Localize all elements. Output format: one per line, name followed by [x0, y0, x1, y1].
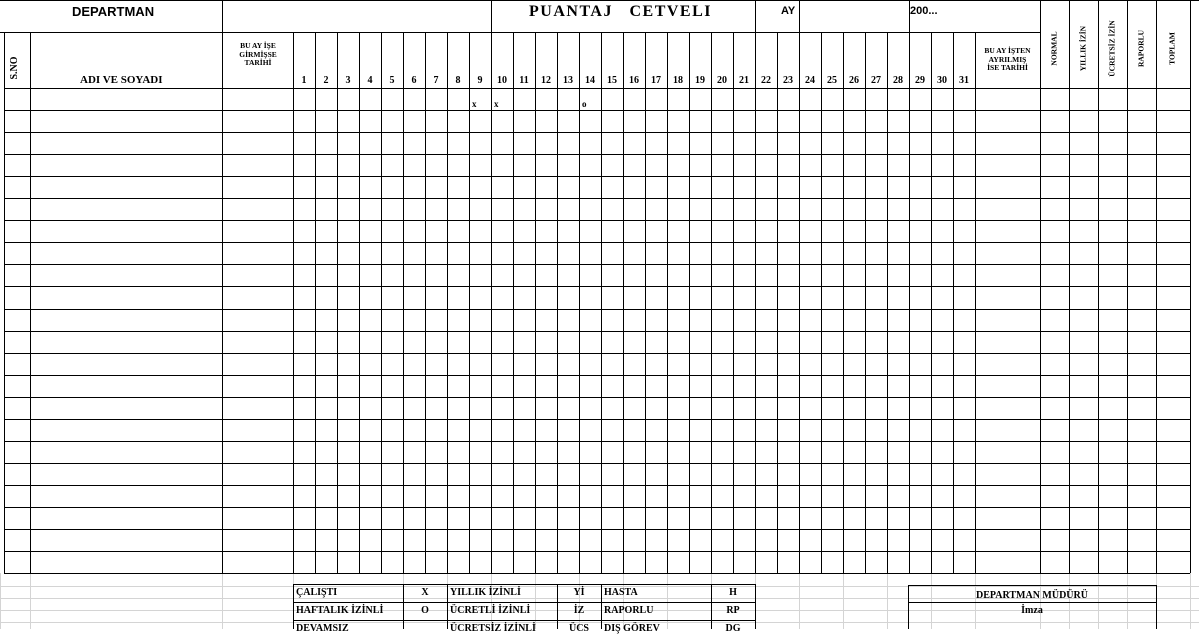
- legend-code: ÜCS: [568, 623, 589, 634]
- left-header-line-1: BU AY İŞTEN: [984, 46, 1031, 56]
- grid-line-h: [4, 441, 1190, 442]
- year-label: 200...: [910, 5, 938, 17]
- grid-line-v: [799, 32, 800, 573]
- day-header: 27: [871, 75, 881, 86]
- grid-line-v: [777, 32, 778, 573]
- grid-line-h: [4, 264, 1190, 265]
- grid-line-v: [865, 32, 866, 573]
- grid-line-v: [4, 32, 5, 573]
- grid-line-v: [447, 584, 448, 629]
- grid-line-v: [557, 32, 558, 573]
- day-header: 21: [739, 75, 749, 86]
- grid-line-v: [601, 32, 602, 573]
- legend-label: DIŞ GÖREV: [604, 623, 660, 634]
- grid-line-v: [887, 32, 888, 573]
- left-header-line-2: AYRILMIŞ: [988, 54, 1027, 64]
- grid-line-h: [4, 331, 1190, 332]
- grid-line-h: [908, 585, 1157, 586]
- grid-line-h: [4, 463, 1190, 464]
- grid-line-v: [1156, 585, 1157, 629]
- summary-header: ÜCRETSİZ İZİN: [1107, 19, 1116, 77]
- grid-line-v: [222, 573, 223, 629]
- grid-line-h: [4, 88, 1190, 89]
- entered-header-line-1: BU AY İŞE: [240, 41, 276, 51]
- day-header: 31: [959, 75, 969, 86]
- day-header: 5: [389, 75, 395, 86]
- entered-header-line-2: GİRMİŞSE: [239, 49, 277, 59]
- grid-line-v: [491, 0, 492, 32]
- grid-line-v: [755, 32, 756, 573]
- grid-line-h: [4, 573, 1190, 574]
- day-header: 17: [651, 75, 661, 86]
- grid-line-h: [4, 485, 1190, 486]
- grid-line-h: [0, 586, 1199, 587]
- grid-line-v: [887, 573, 888, 629]
- grid-line-v: [909, 32, 910, 573]
- sno-header: S.NO: [9, 56, 20, 80]
- grid-line-v: [222, 0, 223, 32]
- legend-label: HAFTALIK İZİNLİ: [296, 605, 384, 616]
- grid-line-v: [667, 32, 668, 573]
- page-title: PUANTAJ CETVELI: [529, 3, 712, 20]
- day-header: 4: [367, 75, 373, 86]
- grid-line-h: [4, 375, 1190, 376]
- day-header: 7: [433, 75, 439, 86]
- grid-line-v: [799, 573, 800, 629]
- legend-label: HASTA: [604, 587, 638, 598]
- grid-line-v: [733, 32, 734, 573]
- day-header: 11: [519, 75, 529, 86]
- grid-line-v: [1069, 573, 1070, 629]
- grid-line-v: [931, 573, 932, 629]
- legend-code: İZ: [573, 605, 585, 616]
- grid-line-v: [953, 32, 954, 573]
- day-header: 10: [497, 75, 507, 86]
- grid-line-h: [4, 309, 1190, 310]
- grid-line-v: [755, 0, 756, 32]
- grid-line-v: [931, 32, 932, 573]
- grid-line-h: [4, 529, 1190, 530]
- attendance-mark: x: [472, 99, 477, 109]
- entered-header-line-3: TARİHİ: [244, 58, 272, 68]
- name-header: ADI VE SOYADI: [80, 74, 163, 86]
- grid-line-h: [4, 154, 1190, 155]
- day-header: 15: [607, 75, 617, 86]
- grid-line-v: [30, 573, 31, 629]
- grid-line-v: [579, 32, 580, 573]
- summary-header: TOPLAM: [1167, 31, 1177, 65]
- day-header: 16: [629, 75, 639, 86]
- grid-line-v: [975, 32, 976, 573]
- summary-header: RAPORLU: [1136, 29, 1145, 67]
- day-header: 9: [477, 75, 483, 86]
- grid-line-v: [623, 32, 624, 573]
- day-header: 13: [563, 75, 573, 86]
- day-header: 1: [301, 75, 307, 86]
- grid-line-v: [469, 32, 470, 573]
- day-header: 24: [805, 75, 815, 86]
- summary-header: YILLIK İZİN: [1078, 25, 1087, 71]
- grid-line-v: [755, 584, 756, 629]
- grid-line-v: [799, 0, 800, 32]
- legend-label: YILLIK İZİNLİ: [450, 587, 521, 598]
- day-header: 28: [893, 75, 903, 86]
- grid-line-v: [359, 32, 360, 573]
- legend-label: RAPORLU: [604, 605, 654, 616]
- grid-line-v: [315, 32, 316, 573]
- grid-line-h: [293, 602, 755, 603]
- grid-line-v: [1127, 573, 1128, 629]
- grid-line-v: [843, 573, 844, 629]
- grid-line-v: [821, 32, 822, 573]
- legend-code: Yİ: [573, 587, 585, 598]
- grid-line-h: [0, 32, 1040, 33]
- left-date-header: [975, 41, 1040, 79]
- grid-line-v: [711, 32, 712, 573]
- grid-line-v: [425, 32, 426, 573]
- grid-line-v: [293, 32, 294, 573]
- legend-label: ÜCRETSİZ İZİNLİ: [450, 623, 536, 634]
- grid-line-h: [4, 507, 1190, 508]
- day-header: 22: [761, 75, 771, 86]
- grid-line-v: [447, 32, 448, 573]
- grid-line-h: [908, 602, 1157, 603]
- day-header: 30: [937, 75, 947, 86]
- grid-line-h: [4, 551, 1190, 552]
- day-header: 2: [323, 75, 329, 86]
- grid-line-v: [975, 573, 976, 629]
- legend-label: DEVAMSIZ: [296, 623, 349, 634]
- departman-label: DEPARTMAN: [72, 4, 155, 19]
- day-header: 3: [345, 75, 351, 86]
- grid-line-h: [293, 584, 755, 585]
- grid-line-h: [4, 220, 1190, 221]
- grid-line-v: [689, 32, 690, 573]
- day-header: 25: [827, 75, 837, 86]
- signature-title: DEPARTMAN MÜDÜRÜ: [976, 590, 1088, 601]
- grid-line-h: [4, 110, 1190, 111]
- grid-line-h: [4, 397, 1190, 398]
- grid-line-v: [601, 584, 602, 629]
- legend-code: H: [729, 587, 737, 598]
- legend-code: X: [421, 587, 429, 598]
- grid-line-v: [293, 584, 294, 629]
- attendance-mark: x: [494, 99, 499, 109]
- grid-line-v: [513, 32, 514, 573]
- grid-line-v: [1190, 573, 1191, 629]
- summary-header: NORMAL: [1049, 30, 1058, 66]
- grid-line-h: [4, 242, 1190, 243]
- grid-line-v: [30, 32, 31, 573]
- attendance-mark: o: [582, 99, 587, 109]
- day-header: 20: [717, 75, 727, 86]
- grid-line-v: [843, 32, 844, 573]
- legend-label: ÇALIŞTI: [296, 587, 338, 598]
- grid-line-v: [0, 573, 1, 629]
- signature-imza: İmza: [1021, 605, 1043, 616]
- day-header: 12: [541, 75, 551, 86]
- grid-line-h: [4, 176, 1190, 177]
- day-header: 6: [411, 75, 417, 86]
- grid-line-h: [0, 0, 1199, 1]
- legend-code: O: [421, 605, 429, 616]
- grid-line-v: [403, 32, 404, 573]
- day-header: 8: [455, 75, 461, 86]
- grid-line-h: [293, 620, 755, 621]
- grid-line-h: [0, 622, 1199, 623]
- grid-line-v: [535, 32, 536, 573]
- grid-line-h: [4, 286, 1190, 287]
- grid-line-v: [337, 32, 338, 573]
- grid-line-v: [381, 32, 382, 573]
- legend-code: DG: [725, 623, 741, 634]
- grid-line-v: [1098, 573, 1099, 629]
- day-header: 29: [915, 75, 925, 86]
- grid-line-v: [491, 32, 492, 573]
- left-header-line-3: İSE TARİHİ: [987, 63, 1028, 73]
- grid-line-v: [1190, 0, 1191, 573]
- day-header: 19: [695, 75, 705, 86]
- grid-line-h: [4, 198, 1190, 199]
- entered-date-header: [223, 40, 293, 70]
- grid-line-v: [222, 32, 223, 573]
- grid-line-h: [4, 353, 1190, 354]
- day-header: 18: [673, 75, 683, 86]
- legend-code: RP: [726, 605, 740, 616]
- day-header: 14: [585, 75, 595, 86]
- ay-label: AY: [781, 5, 796, 17]
- grid-line-v: [1040, 573, 1041, 629]
- day-header: 23: [783, 75, 793, 86]
- grid-line-h: [4, 132, 1190, 133]
- day-header: 26: [849, 75, 859, 86]
- grid-line-v: [645, 32, 646, 573]
- legend-label: ÜCRETLİ İZİNLİ: [450, 605, 531, 616]
- grid-line-h: [4, 419, 1190, 420]
